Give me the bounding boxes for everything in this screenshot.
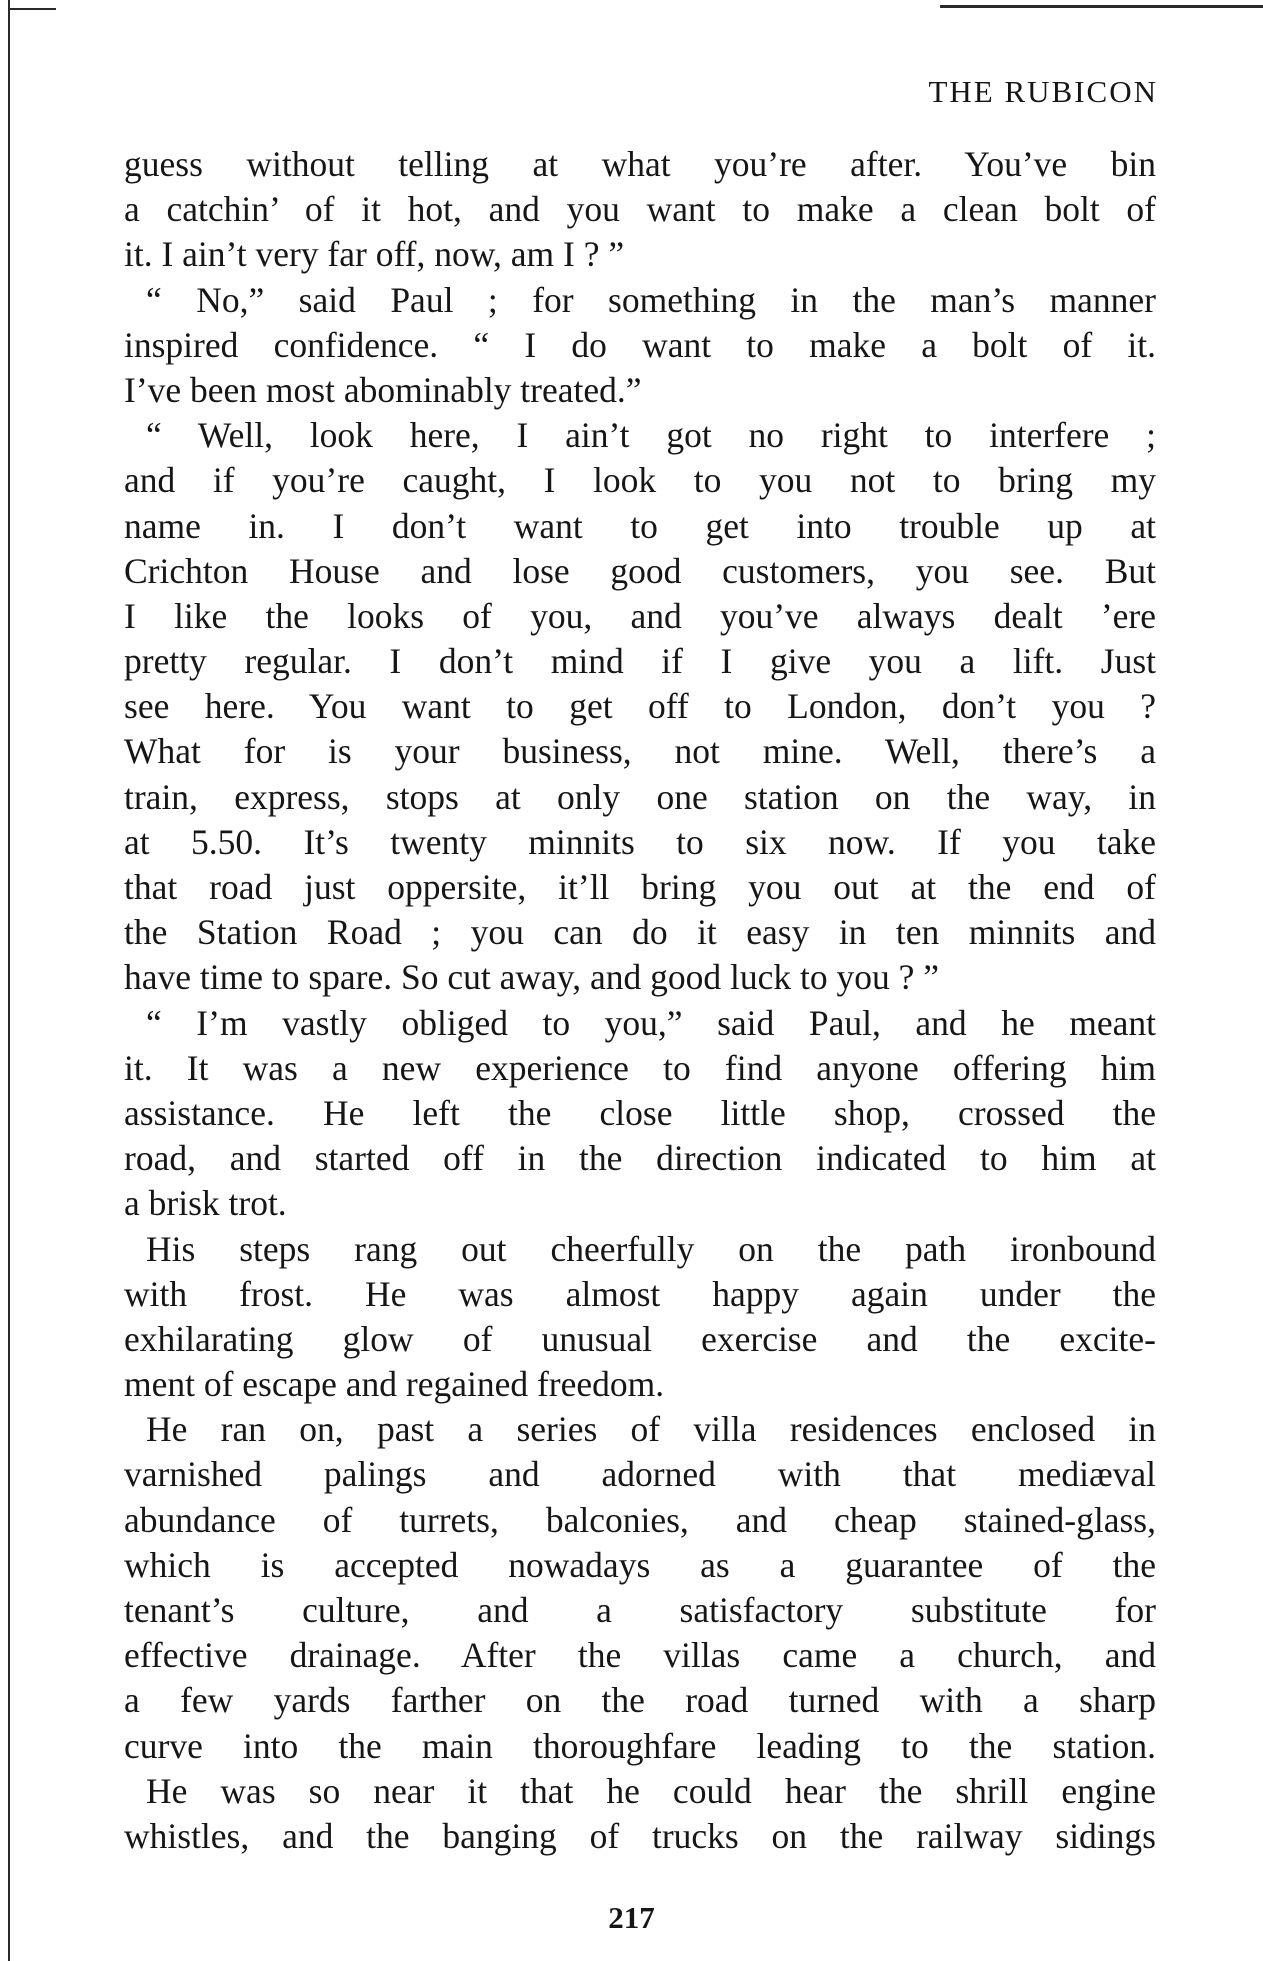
text-line: and if you’re caught, I look to you not to bring my <box>124 460 1156 501</box>
text-line: inspired confidence. “ I do want to make a bolt of it. <box>124 324 1156 365</box>
text-line: whistles, and the banging of trucks on the railway sidings <box>124 1815 1156 1856</box>
body-text <box>124 142 1156 1859</box>
page-number: 217 <box>608 1900 655 1935</box>
text-line: train, express, stops at only one station on the way, in <box>124 776 1156 817</box>
text-line: exhilarating glow of unusual exercise and the excite- <box>124 1318 1156 1359</box>
text-line: “ I’m vastly obliged to you,” said Paul, and he meant <box>146 1002 1156 1043</box>
text-line: curve into the main thoroughfare leading to the station. <box>124 1725 1156 1766</box>
text-line: road, and started off in the direction indicated to him at <box>124 1138 1156 1179</box>
text-line: have time to spare. So cut away, and good luck to you ? ” <box>124 957 939 998</box>
text-line: What for is your business, not mine. Well, there’s a <box>124 731 1156 772</box>
text-line: ment of escape and regained freedom. <box>124 1364 665 1405</box>
text-line: He ran on, past a series of villa residences enclosed in <box>146 1409 1156 1450</box>
text-line: see here. You want to get off to London, don’t you ? <box>124 686 1156 727</box>
binding-edge-line <box>8 0 10 1961</box>
text-line: Crichton House and lose good customers, you see. But <box>124 550 1156 591</box>
top-rule-left <box>8 8 56 10</box>
text-line: guess without telling at what you’re after. You’ve bin <box>124 144 1156 184</box>
text-line: with frost. He was almost happy again under the <box>124 1273 1156 1314</box>
text-line: that road just oppersite, it’ll bring you out at the end of <box>124 867 1156 907</box>
text-line: it. It was a new experience to find anyone offering him <box>124 1047 1156 1088</box>
text-line: which is accepted nowadays as a guarantee of the <box>124 1544 1156 1585</box>
text-line: tenant’s culture, and a satisfactory substitute for <box>124 1590 1156 1630</box>
text-line: I’ve been most abominably treated.” <box>124 369 642 410</box>
text-line: at 5.50. It’s twenty minnits to six now. If you take <box>124 821 1156 862</box>
text-line: effective drainage. After the villas came a church, and <box>124 1635 1156 1676</box>
running-head: THE RUBICON <box>928 74 1158 109</box>
text-line: “ Well, look here, I ain’t got no right to interfere ; <box>146 415 1156 456</box>
text-line: a catchin’ of it hot, and you want to make a clean bolt of <box>124 189 1156 230</box>
text-line: abundance of turrets, balconies, and cheap stained-glass, <box>124 1499 1156 1540</box>
text-line: “ No,” said Paul ; for something in the man’s manner <box>146 279 1156 320</box>
text-line: varnished palings and adorned with that mediæval <box>124 1454 1156 1495</box>
text-line: it. I ain’t very far off, now, am I ? ” <box>124 234 625 275</box>
text-line: the Station Road ; you can do it easy in ten minnits and <box>124 912 1156 953</box>
text-line: His steps rang out cheerfully on the path ironbound <box>146 1228 1156 1269</box>
text-line: assistance. He left the close little shop, crossed the <box>124 1092 1156 1133</box>
top-rule-right <box>940 5 1263 8</box>
text-line: a brisk trot. <box>124 1183 287 1224</box>
text-line: He was so near it that he could hear the shrill engine <box>146 1770 1156 1811</box>
text-line: name in. I don’t want to get into trouble up at <box>124 505 1156 546</box>
text-line: I like the looks of you, and you’ve always dealt ’ere <box>124 595 1156 636</box>
text-line: a few yards farther on the road turned with a sharp <box>124 1680 1156 1721</box>
text-line: pretty regular. I don’t mind if I give you a lift. Just <box>124 641 1156 682</box>
